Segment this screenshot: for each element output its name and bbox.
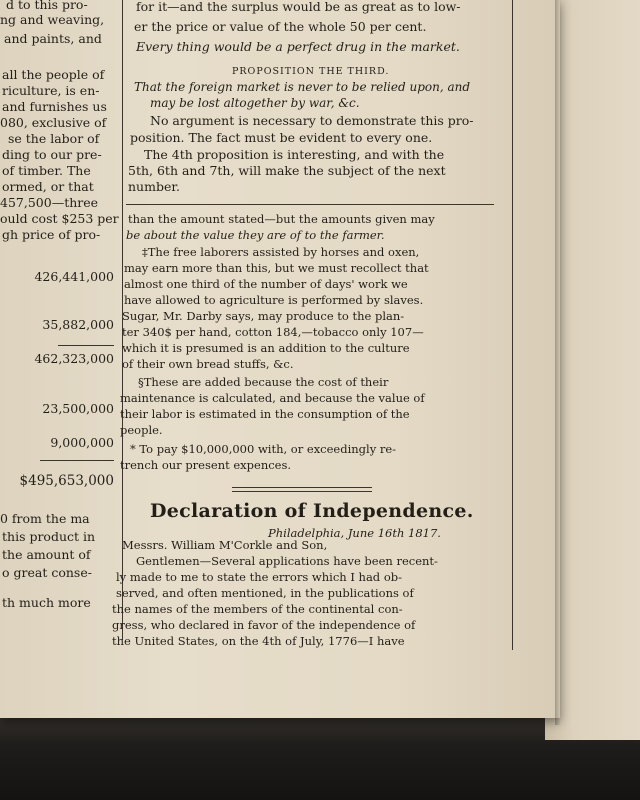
footnote-line: of their own bread stuffs, &c. bbox=[122, 357, 294, 371]
heading-rule bbox=[232, 487, 372, 488]
footnote-line: almost one third of the number of days' work we bbox=[124, 277, 408, 291]
figure-value: 35,882,000 bbox=[42, 317, 114, 332]
footnote-line: their labor is estimated in the consumption of the bbox=[120, 407, 410, 421]
footnote-line: than the amount stated—but the amounts given may bbox=[128, 212, 435, 226]
article-heading: Declaration of Independence. bbox=[150, 500, 474, 522]
text-line: 080, exclusive of bbox=[0, 115, 107, 130]
salutation: Messrs. William M'Corkle and Son, bbox=[122, 538, 328, 552]
dateline: Philadelphia, June 16th 1817. bbox=[268, 526, 441, 540]
footnote-line: which it is presumed is an addition to the culture bbox=[122, 341, 410, 355]
text-line: No argument is necessary to demonstrate this pro- bbox=[150, 113, 474, 128]
footnote-line: be about the value they are of to the farmer. bbox=[126, 228, 385, 242]
figure-total: $495,653,000 bbox=[19, 473, 114, 489]
article-line: served, and often mentioned, in the publications of bbox=[116, 586, 414, 600]
text-line: ould cost $253 per bbox=[0, 211, 119, 226]
footnote-line: have allowed to agriculture is performed by slaves. bbox=[124, 293, 424, 307]
text-line: 5th, 6th and 7th, will make the subject of the next bbox=[128, 163, 446, 178]
text-line: o great conse- bbox=[2, 565, 92, 580]
column-rule bbox=[512, 0, 513, 650]
footnote-line: * To pay $10,000,000 with, or exceedingly re- bbox=[130, 442, 397, 456]
column-divider bbox=[126, 204, 494, 205]
footnote-line: §These are added because the cost of their bbox=[138, 375, 389, 389]
figure-value: 426,441,000 bbox=[34, 269, 114, 284]
text-line: 0 from the ma bbox=[0, 511, 90, 526]
text-line: Every thing would be a perfect drug in the market. bbox=[136, 39, 460, 54]
figure-value: 462,323,000 bbox=[34, 351, 114, 366]
text-line: d to this pro- bbox=[6, 0, 88, 12]
footnote-line: Sugar, Mr. Darby says, may produce to the plan- bbox=[122, 309, 405, 323]
text-line: The 4th proposition is interesting, and with the bbox=[144, 147, 445, 162]
text-line: er the price or value of the whole 50 per cent. bbox=[134, 19, 427, 34]
text-line: number. bbox=[128, 179, 180, 194]
text-line: of timber. The bbox=[2, 163, 91, 178]
text-line: all the people of bbox=[2, 67, 105, 82]
figure-value: 9,000,000 bbox=[50, 435, 114, 450]
footnote-line: maintenance is calculated, and because the value of bbox=[120, 391, 425, 405]
footnote-line: ‡The free laborers assisted by horses and oxen, bbox=[142, 245, 420, 259]
section-heading: PROPOSITION THE THIRD. bbox=[232, 66, 390, 77]
text-line: this product in bbox=[2, 529, 96, 544]
article-line: the names of the members of the continental con- bbox=[112, 602, 403, 616]
article-line: Gentlemen—Several applications have been recent- bbox=[136, 554, 438, 568]
footnote-line: trench our present expences. bbox=[120, 458, 292, 472]
text-line: 457,500—three bbox=[0, 195, 99, 210]
text-line: the amount of bbox=[2, 547, 91, 562]
article-line: gress, who declared in favor of the independence of bbox=[112, 618, 416, 632]
text-line: ding to our pre- bbox=[2, 147, 102, 162]
text-line: for it—and the surplus would be as great as to low- bbox=[136, 0, 461, 14]
text-line: may be lost altogether by war, &c. bbox=[150, 96, 360, 110]
text-line: se the labor of bbox=[8, 131, 100, 146]
footnote-line: people. bbox=[120, 423, 163, 437]
text-line: ng and weaving, bbox=[0, 12, 105, 27]
heading-rule bbox=[232, 491, 372, 492]
text-line: and paints, and bbox=[4, 31, 102, 46]
sum-rule bbox=[40, 460, 114, 461]
text-line: riculture, is en- bbox=[2, 83, 100, 98]
text-line: gh price of pro- bbox=[2, 227, 101, 242]
text-line: That the foreign market is never to be relied upon, and bbox=[134, 80, 471, 94]
text-line: th much more bbox=[2, 595, 91, 610]
dark-background bbox=[0, 708, 640, 800]
footnote-line: may earn more than this, but we must recollect that bbox=[124, 261, 429, 275]
figure-value: 23,500,000 bbox=[42, 401, 114, 416]
article-line: ly made to me to state the errors which I had ob- bbox=[116, 570, 402, 584]
article-line: the United States, on the 4th of July, 1776—I have bbox=[112, 634, 405, 648]
footnote-line: ter 340$ per hand, cotton 184,—tobacco only 107— bbox=[122, 325, 424, 339]
page-fold-shadow bbox=[555, 0, 561, 725]
text-line: and furnishes us bbox=[2, 99, 107, 114]
sum-rule bbox=[58, 345, 114, 346]
text-line: position. The fact must be evident to every one. bbox=[130, 130, 433, 145]
text-line: ormed, or that bbox=[2, 179, 94, 194]
